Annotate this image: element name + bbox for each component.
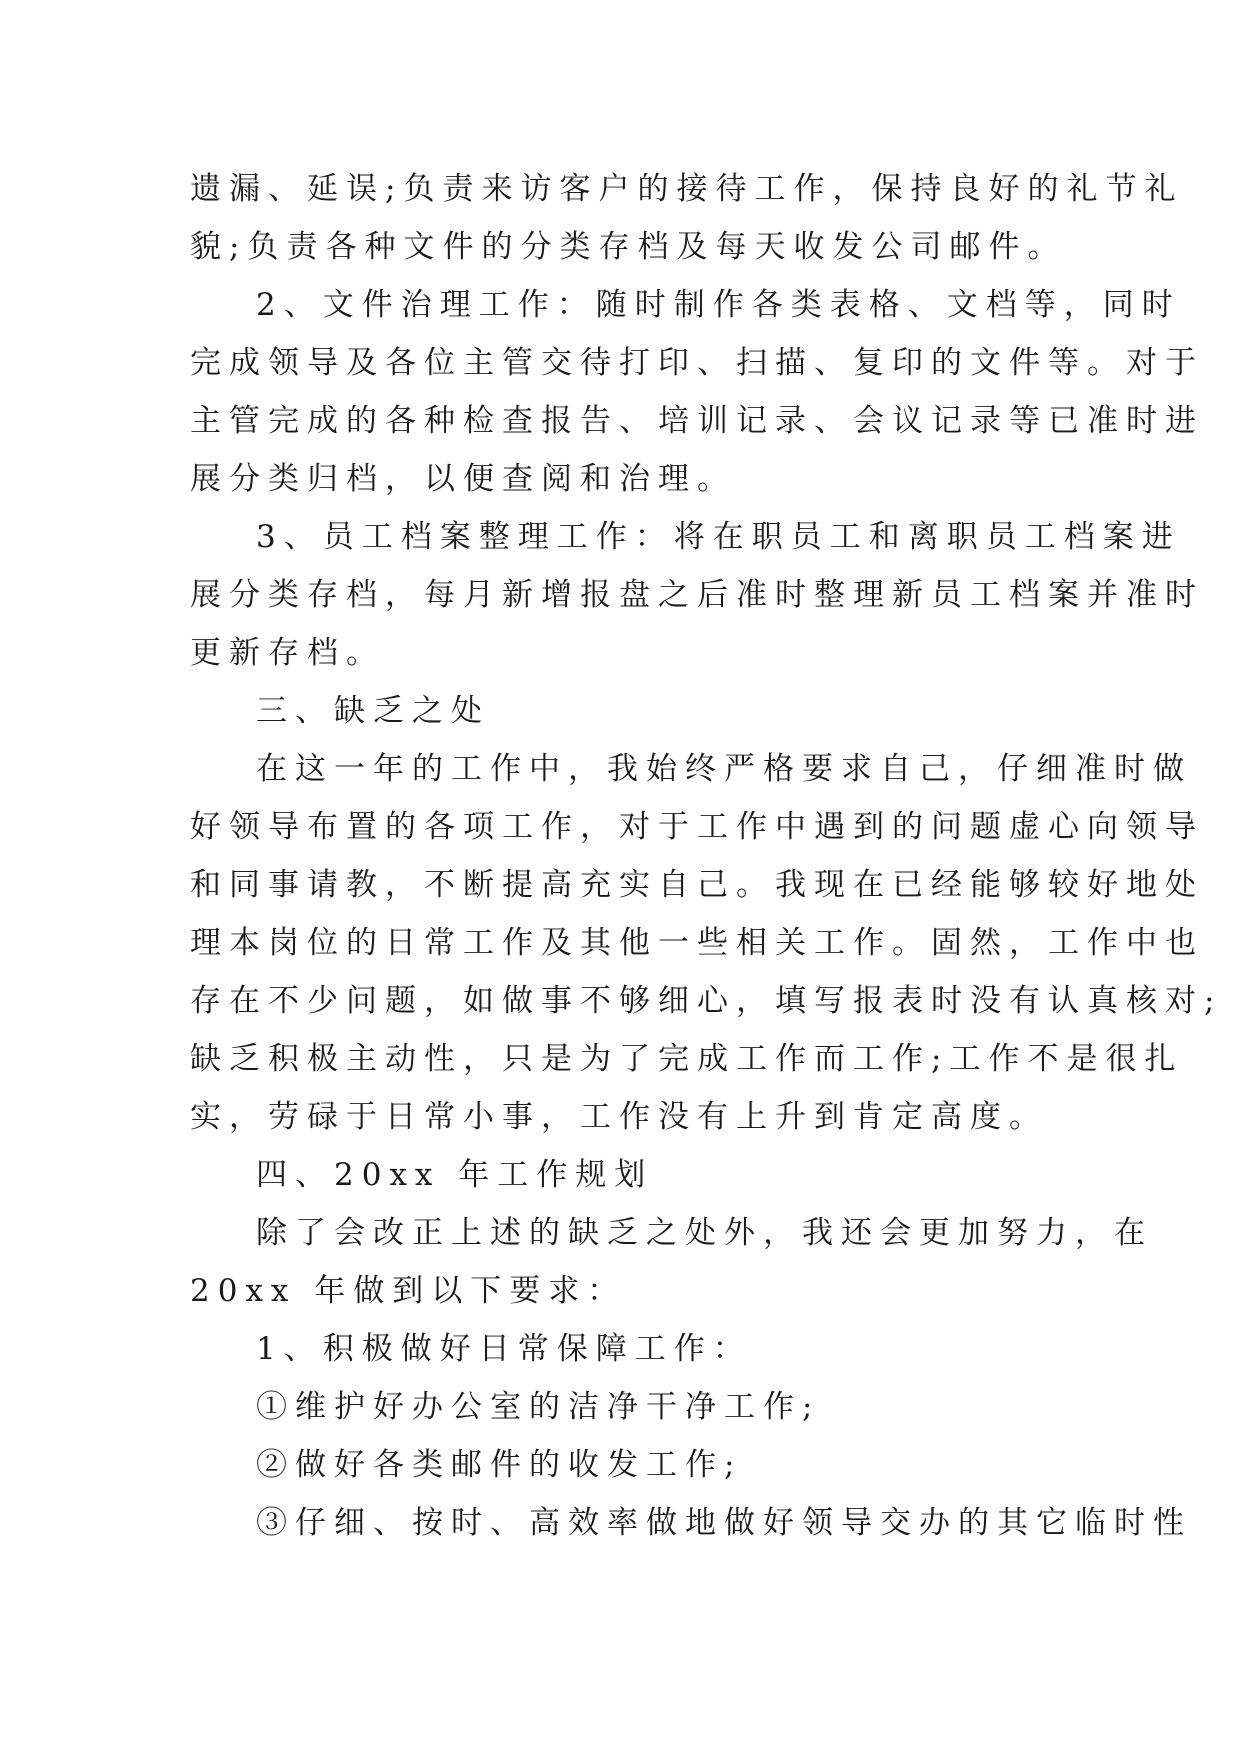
text-line: 遗漏、延误;负责来访客户的接待工作，保持良好的礼节礼 xyxy=(190,171,1184,207)
text-line: 主管完成的各种检查报告、培训记录、会议记录等已准时进 xyxy=(190,403,1204,439)
text-line: 缺乏积极主动性，只是为了完成工作而工作;工作不是很扎 xyxy=(190,1041,1184,1077)
text-line: 存在不少问题，如做事不够细心，填写报表时没有认真核对; xyxy=(190,983,1223,1019)
text-line: 展分类归档，以便查阅和治理。 xyxy=(190,461,736,497)
text-line: 实，劳碌于日常小事，工作没有上升到肯定高度。 xyxy=(190,1099,1048,1135)
text-line: 展分类存档，每月新增报盘之后准时整理新员工档案并准时 xyxy=(190,577,1204,613)
text-line: 20xx 年做到以下要求： xyxy=(190,1273,627,1309)
text-line: 完成领导及各位主管交待打印、扫描、复印的文件等。对于 xyxy=(190,345,1204,381)
text-line: 3、员工档案整理工作：将在职员工和离职员工档案进 xyxy=(256,519,1181,555)
text-line: ③仔细、按时、高效率做地做好领导交办的其它临时性 xyxy=(256,1505,1192,1541)
text-line: 四、20xx 年工作规划 xyxy=(256,1157,654,1193)
text-line: 好领导布置的各项工作，对于工作中遇到的问题虚心向领导 xyxy=(190,809,1204,845)
text-line: 在这一年的工作中，我始终严格要求自己，仔细准时做 xyxy=(256,751,1192,787)
document-body xyxy=(190,160,1223,1552)
text-line: 理本岗位的日常工作及其他一些相关工作。固然，工作中也 xyxy=(190,925,1204,961)
text-line: 三、缺乏之处 xyxy=(256,693,490,729)
text-line: 2、文件治理工作：随时制作各类表格、文档等，同时 xyxy=(256,287,1181,323)
text-line: 除了会改正上述的缺乏之处外，我还会更加努力，在 xyxy=(256,1215,1153,1251)
text-line: 1、积极做好日常保障工作： xyxy=(256,1331,752,1367)
text-line: 更新存档。 xyxy=(190,635,385,671)
text-line: ②做好各类邮件的收发工作; xyxy=(256,1447,743,1483)
text-line: 貌;负责各种文件的分类存档及每天收发公司邮件。 xyxy=(190,229,1067,265)
text-line: 和同事请教，不断提高充实自己。我现在已经能够较好地处 xyxy=(190,867,1204,903)
text-line: ①维护好办公室的洁净干净工作; xyxy=(256,1389,821,1425)
